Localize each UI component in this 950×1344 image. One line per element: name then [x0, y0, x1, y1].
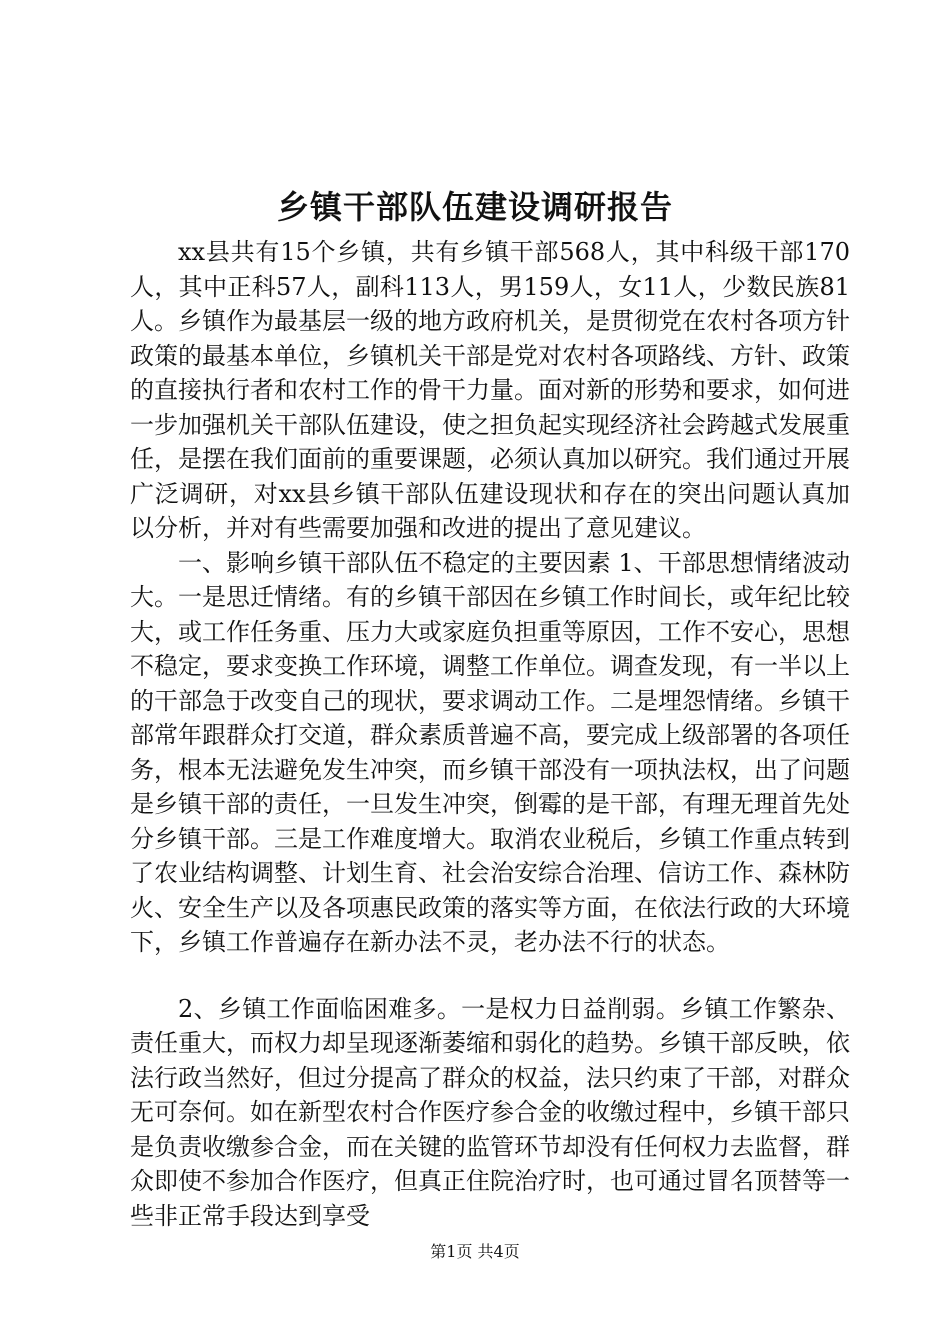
- paragraph-section-1: 一、影响乡镇干部队伍不稳定的主要因素 1、干部思想情绪波动大。一是思迁情绪。有的乡镇干部因在乡镇工作时间长，或年纪比较大，或工作任务重、压力大或家庭负担重等原因，工作不安心，思想不稳定，要求变换工作环境，调整工作单位。调查发现，有一半以上的干部急于改变自己的现状，要求调动工作。二是埋怨情绪。乡镇干部常年跟群众打交道，群众素质普遍不高，要完成上级部署的各项任务，根本无法避免发生冲突，而乡镇干部没有一项执法权，出了问题是乡镇干部的责任，一旦发生冲突，倒霉的是干部，有理无理首先处分乡镇干部。三是工作难度增大。取消农业税后，乡镇工作重点转到了农业结构调整、计划生育、社会治安综合治理、信访工作、森林防火、安全生产以及各项惠民政策的落实等方面，在依法行政的大环境下，乡镇工作普遍存在新办法不灵，老办法不行的状态。: [130, 548, 850, 956]
- paragraph-section-2: 2、乡镇工作面临困难多。一是权力日益削弱。乡镇工作繁杂、责任重大，而权力却呈现逐渐萎缩和弱化的趋势。乡镇干部反映，依法行政当然好，但过分提高了群众的权益，法只约束了干部，对群众无可奈何。如在新型农村合作医疗参合金的收缴过程中，乡镇干部只是负责收缴参合金，而在关键的监管环节却没有任何权力去监督，群众即使不参加合作医疗，但真正住院治疗时，也可通过冒名顶替等一些非正常手段达到享受: [130, 994, 850, 1230]
- document-body: [130, 235, 850, 1233]
- paragraph-intro: xx县共有15个乡镇，共有乡镇干部568人，其中科级干部170人，其中正科57人，副科113人，男159人，女11人，少数民族81人。乡镇作为最基层一级的地方政府机关，是贯彻党在农村各项方针政策的最基本单位，乡镇机关干部是党对农村各项路线、方针、政策的直接执行者和农村工作的骨干力量。面对新的形势和要求，如何进一步加强机关干部队伍建设，使之担负起实现经济社会跨越式发展重任，是摆在我们面前的重要课题，必须认真加以研究。我们通过开展广泛调研，对xx县乡镇干部队伍建设现状和存在的突出问题认真加以分析，并对有些需要加强和改进的提出了意见建议。: [130, 238, 850, 542]
- page-footer: 第1页 共4页: [430, 1242, 520, 1261]
- document-title: 乡镇干部队伍建设调研报告: [276, 188, 673, 226]
